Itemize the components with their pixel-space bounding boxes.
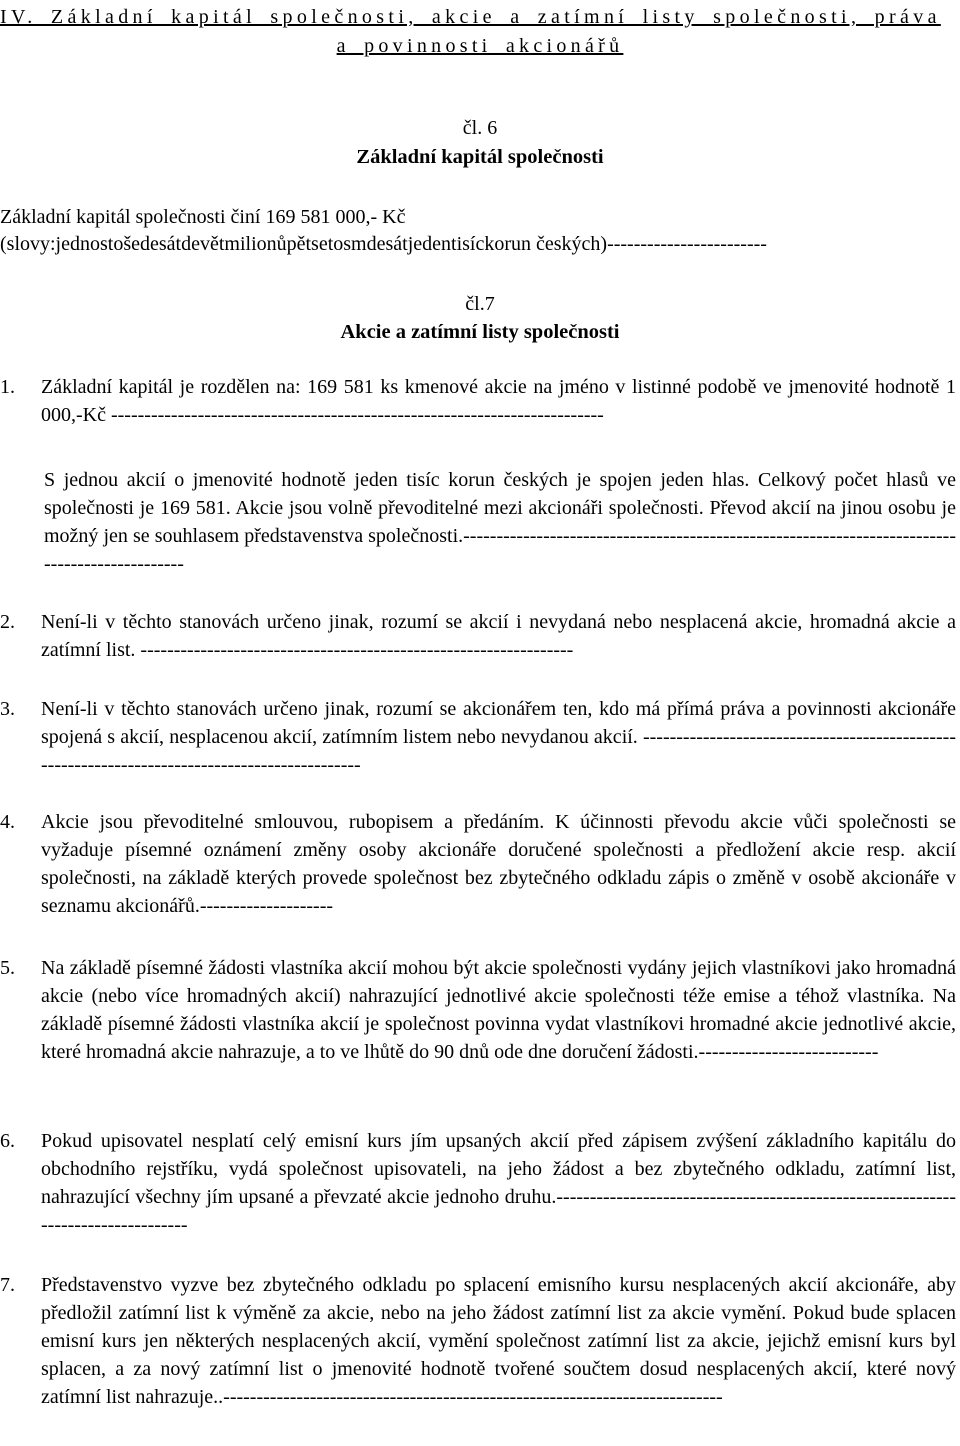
article-6-capital-in-words: (slovy:jednostošedesátdevětmilionůpětsetosmdesátjedentisíckorun českých)------------------------ <box>0 233 767 255</box>
article-6-capital-amount: Základní kapitál společnosti činí 169 581 000,- Kč <box>0 206 406 228</box>
item-text: Představenstvo vyzve bez zbytečného odkladu po splacení emisního kursu nesplacených akcií akcionáře, aby předložil zatímní list k výměně za akcie, nebo na jeho žádost zatímní list za akcie vymění. Pokud bude splacen emisní kurs jen některých nesplacených akcií, vymění společnost zatímní list za akcie, jejichž emisní kurs byl splacen, a za nový zatímní list o jmenovité hodnotě tvořené součtem dosud nesplacených akcií, které nový zatímní list nahrazuje..--------------------------------------------------------------------------- <box>41 1274 956 1408</box>
item-text: Základní kapitál je rozdělen na: 169 581 ks kmenové akcie na jméno v listinné podobě ve jmenovité hodnotě 1 000,-Kč -------------------------------------------------------------------------- <box>41 376 956 426</box>
item-number: 5. <box>0 957 15 979</box>
article-7-heading: Akcie a zatímní listy společnosti <box>340 321 620 343</box>
item-text: Není-li v těchto stanovách určeno jinak, rozumí se akcionářem ten, kdo má přímá práva a povinnosti akcionáře spojená s akcií, nesplacenou akcií, zatímním listem nebo nevydanou akcií. ----------------------------------------------------------------------------------------------- <box>41 698 956 776</box>
chapter-title-line-2: a povinnosti akcionářů <box>336 35 624 57</box>
chapter-title-line-1: IV. Základní kapitál společnosti, akcie a zatímní listy společnosti, práva <box>0 6 941 28</box>
article-6-number: čl. 6 <box>462 117 498 139</box>
item-number: 3. <box>0 698 15 720</box>
chapter-title <box>0 4 960 60</box>
item-text: Pokud upisovatel nesplatí celý emisní kurs jím upsaných akcií před zápisem zvýšení základního kapitálu do obchodního rejstříku, vydá společnost upisovateli, na jeho žádost a bez zbytečného odkladu, zatímní list, nahrazující všechny jím upsané a převzaté akcie jednoho druhu.---------------------------------------------------------------------------------- <box>41 1130 956 1236</box>
item-number: 7. <box>0 1274 15 1296</box>
article-7-number: čl.7 <box>465 293 495 315</box>
item-text: Akcie jsou převoditelné smlouvou, rubopisem a předáním. K účinnosti převodu akcie vůči společnosti se vyžaduje písemné oznámení změny osoby akcionáře doručené společnosti a předložení akcie resp. akcií společnosti, na základě kterých provede společnost bez zbytečného odkladu zápis o změně v osobě akcionáře v seznamu akcionářů.-------------------- <box>41 811 956 917</box>
article-7-item-1-continuation: S jednou akcií o jmenovité hodnotě jeden tisíc korun českých je spojen jeden hlas. Celkový počet hlasů ve společnosti je 169 581. Akcie jsou volně převoditelné mezi akcionáři společnosti. Převod akcií na jinou osobu je možný jen se souhlasem představenstva společnosti.----------------------------------------------------------------------------------------------- <box>44 469 956 575</box>
item-number: 4. <box>0 811 15 833</box>
item-number: 2. <box>0 611 15 633</box>
item-text: Není-li v těchto stanovách určeno jinak, rozumí se akcií i nevydaná nebo nesplacená akcie, hromadná akcie a zatímní list. ----------------------------------------------------------------- <box>41 611 956 661</box>
item-text: Na základě písemné žádosti vlastníka akcií mohou být akcie společnosti vydány jejich vlastníkovi jako hromadná akcie (nebo více hromadných akcií) nahrazující jednotlivé akcie společnosti téže emise a téhož vlastníka. Na základě písemné žádosti vlastníka akcií je společnost povinna vydat vlastníkovi hromadné akcie jednotlivé akcie, které hromadná akcie nahrazuje, a to ve lhůtě do 90 dnů ode dne doručení žádosti.--------------------------- <box>41 957 956 1063</box>
article-6-heading: Základní kapitál společnosti <box>356 146 604 168</box>
item-number: 1. <box>0 376 15 398</box>
item-number: 6. <box>0 1130 15 1152</box>
